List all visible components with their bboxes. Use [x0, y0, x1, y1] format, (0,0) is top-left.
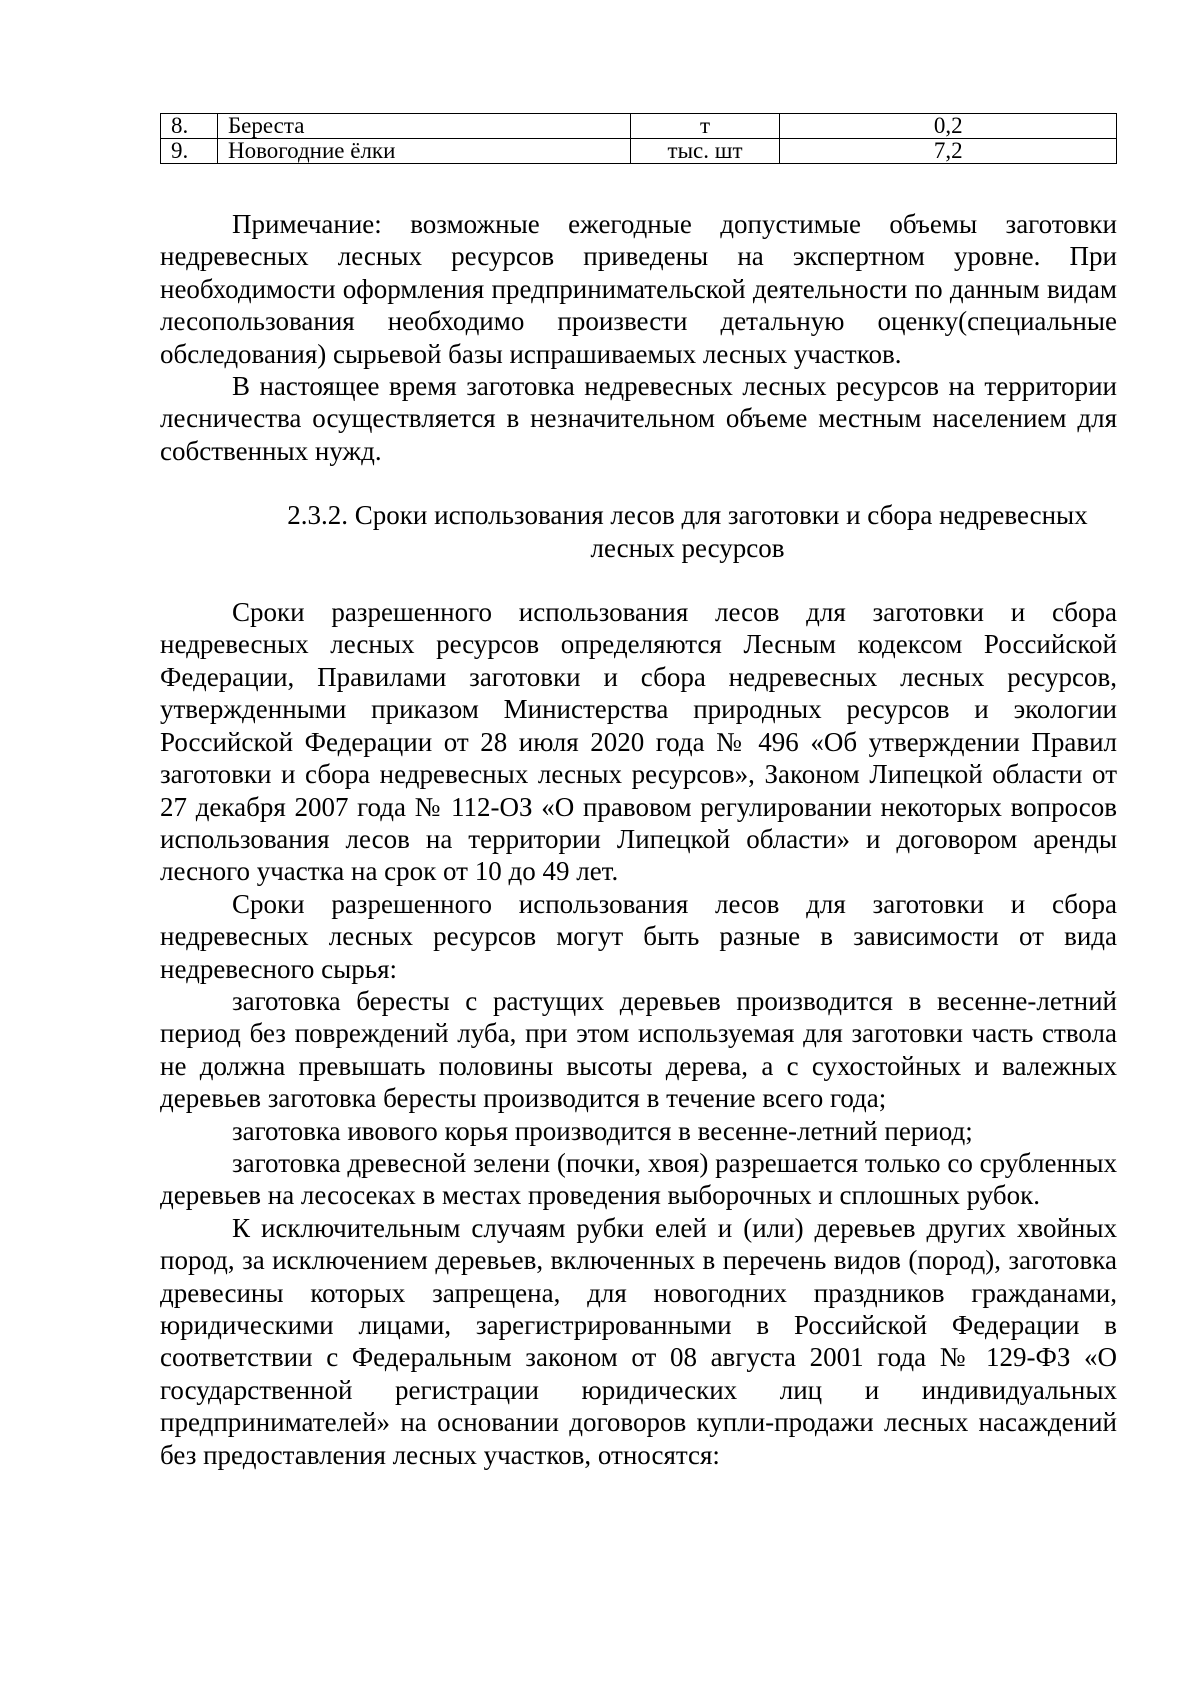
- table-row: [161, 139, 1117, 164]
- section-heading: 2.3.2. Сроки использования лесов для заготовки и сбора недревесных лесных ресурсов: [287, 500, 1088, 563]
- note-paragraph: Примечание: возможные ежегодные допустимые объемы заготовки недревесных лесных ресурсов приведены на экспертном уровне. При необходимости оформления предпринимательской деятельности по данным видам лесопользования необходимо произвести детальную оценку(специальные обследования) сырьевой базы испрашиваемых лесных участков.: [160, 209, 1117, 369]
- value-cell: 0,2: [780, 114, 1117, 139]
- resource-name: Новогодние ёлки: [217, 139, 630, 164]
- resources-table: [160, 113, 1117, 164]
- value-cell: 7,2: [780, 139, 1117, 164]
- body-paragraph: Сроки разрешенного использования лесов для заготовки и сбора недревесных лесных ресурсов могут быть разные в зависимости от вида недревесного сырья:: [160, 888, 1117, 984]
- note-paragraph: В настоящее время заготовка недревесных лесных ресурсов на территории лесничества осуществляется в незначительном объеме местным населением для собственных нужд.: [160, 371, 1117, 466]
- row-number: 9.: [161, 139, 218, 164]
- body-paragraph: Сроки разрешенного использования лесов для заготовки и сбора недревесных лесных ресурсов определяются Лесным кодексом Российской Федерации, Правилами заготовки и сбора недревесных лесных ресурсов, утвержденными приказом Министерства природных ресурсов и экологии Российской Федерации от 28 июля 2020 года № 496 «Об утверждении Правил заготовки и сбора недревесных лесных ресурсов», Законом Липецкой области от 27 декабря 2007 года № 112-ОЗ «О правовом регулировании некоторых вопросов использования лесов на территории Липецкой области» и договором аренды лесного участка на срок от 10 до 49 лет.: [160, 597, 1117, 887]
- body-paragraph: заготовка бересты с растущих деревьев производится в весенне-летний период без повреждений луба, при этом используемая для заготовки часть ствола не должна превышать половины высоты дерева, а с сухостойных и валежных деревьев заготовка бересты производится в течение всего года;: [160, 985, 1117, 1114]
- row-number: 8.: [161, 114, 218, 139]
- table-row: [161, 114, 1117, 139]
- body-paragraph: заготовка ивового корья производится в весенне-летний период;: [232, 1115, 973, 1146]
- body-paragraph: К исключительным случаям рубки елей и (или) деревьев других хвойных пород, за исключением деревьев, включенных в перечень видов (пород), заготовка древесины которых запрещена, для новогодних праздников гражданами, юридическими лицами, зарегистрированными в Российской Федерации в соответствии с Федеральным законом от 08 августа 2001 года № 129-ФЗ «О государственной регистрации юридических лиц и индивидуальных предпринимателей» на основании договоров купли-продажи лесных насаждений без предоставления лесных участков, относятся:: [160, 1212, 1117, 1470]
- body-paragraph: заготовка древесной зелени (почки, хвоя) разрешается только со срубленных деревьев на лесосеках в местах проведения выборочных и сплошных рубок.: [160, 1147, 1117, 1211]
- document-body: [160, 208, 1117, 1471]
- unit-cell: тыс. шт: [630, 139, 780, 164]
- resource-name: Береста: [217, 114, 630, 139]
- unit-cell: т: [630, 114, 780, 139]
